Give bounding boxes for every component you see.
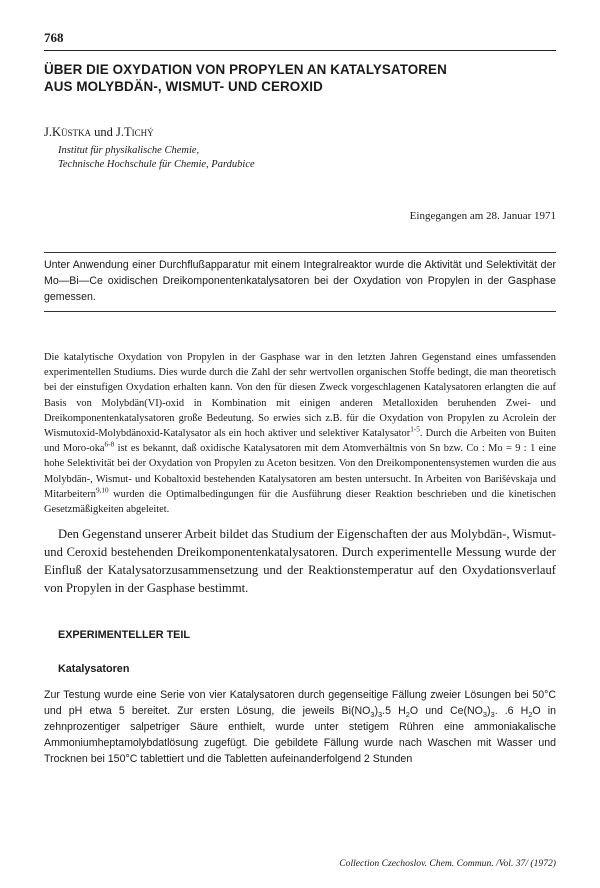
- ref-1-5: 1-5: [410, 425, 420, 434]
- journal-footer: Collection Czechoslov. Chem. Commun. /Vol. 37/ (1972): [339, 858, 556, 869]
- catalysts-text-6: . .6 H: [494, 705, 529, 718]
- catalysts-text-1: Zur Testung wurde eine Serie von vier Katalysatoren durch gegenseitige Fällung zweier Lösungen bei 50°C und pH etwa 5 bereitet. Zur ersten Lösung, die jeweils Bi(NO: [44, 689, 556, 718]
- subscript: 3: [482, 710, 488, 720]
- intro-text-2: . Durch die Arbeiten von Buiten und Moro-oka: [44, 428, 556, 455]
- catalysts-paragraph: [44, 687, 556, 767]
- subscript: 2: [405, 710, 410, 720]
- subsection-heading: Katalysatoren: [58, 663, 130, 676]
- aim-paragraph: Den Gegenstand unserer Arbeit bildet das Studium der Eigenschaften der aus Molybdän-, Wismut- und Ceroxid bestehenden Dreikomponentenkatalysatoren. Durch experimentelle Messung wurde der Einfluß der Katalysatorzusammensetzung und der Reaktionstemperatur auf den Oxydationsverlauf von Propylen in der Gasphase bestimmt.: [44, 527, 556, 596]
- author-2-name: Tichý: [124, 125, 154, 139]
- authors-and: und: [91, 125, 117, 139]
- subscript: 2: [528, 710, 533, 720]
- subscript: 3: [378, 710, 383, 720]
- header-rule: [44, 50, 556, 51]
- intro-text-3: ist es bekannt, daß oxidische Katalysatoren mit dem Atomverhältnis von Sn bzw. Co : Mo = 9 : 1 eine hohe Selektivität bei der Oxydation von Propylen zu Aceton besitzen. Von den Dreikomponentensystemen wurden die aus Molybdän-, Wismut- und Kobaltoxid bestehenden Katalysatoren am besten untersucht. In Arbeiten von Barišėvskaja und Mitarbeitern: [44, 443, 556, 500]
- intro-paragraph: [44, 350, 556, 517]
- author-1-initial: J.: [44, 125, 52, 139]
- catalysts-text-4: O und Ce(NO: [409, 705, 483, 718]
- article-page: [44, 30, 556, 767]
- affiliation-line-1: Institut für physikalische Chemie,: [58, 145, 200, 156]
- page-number: 768: [44, 30, 64, 45]
- title-line-2: AUS MOLYBDÄN-, WISMUT- UND CEROXID: [44, 79, 323, 94]
- article-title: [44, 61, 556, 95]
- catalysts-text-5: ): [487, 705, 491, 718]
- author-2-initial: J.: [116, 125, 125, 139]
- authors: [44, 125, 556, 140]
- affiliation-line-2: Technische Hochschule für Chemie, Pardubice: [58, 159, 255, 170]
- catalysts-text-3: .5 H: [382, 705, 406, 718]
- author-1-name: Küstka: [52, 125, 92, 139]
- abstract-bottom-rule: [44, 311, 556, 312]
- subscript: 3: [490, 710, 495, 720]
- ref-6-8: 6-8: [104, 440, 115, 449]
- abstract-top-rule: [44, 252, 556, 253]
- abstract: Unter Anwendung einer Durchflußapparatur mit einem Integralreaktor wurde die Aktivität und Selektivität der Mo—Bi—Ce oxidischen Dreikomponentenkatalysatoren bei der Oxydation von Propylen in der Gasphase gemessen.: [44, 259, 556, 303]
- intro-text-1: Die katalytische Oxydation von Propylen in der Gasphase war in den letzten Jahren Gegenstand eines umfassenden experimentellen Studiums. Dies wurde durch die Zahl der sehr wertvollen organischen Stoffe bedingt, die man theoretisch bei der einstufigen Oxydation erhalten kann. Von den für diesen Zweck vorgeschlagenen Katalysatoren erlangten die auf Basis von Molybdän(VI)-oxid in Kombination mit einigen anderen Metalloxiden beruhenden Zwei- und Dreikomponentenkatalysatoren große Bedeutung. So erwies sich z.B. für die Oxydation von Propylen zu Acrolein der Wismutoxid-Molybdänoxid-Katalysator als ein hoch aktiver und selektiver Katalysator: [44, 352, 556, 440]
- subscript: 3: [370, 710, 375, 720]
- title-line-1: ÜBER DIE OXYDATION VON PROPYLEN AN KATALYSATOREN: [44, 62, 447, 77]
- catalysts-text-2: ): [374, 705, 379, 718]
- ref-9-10: 9,10: [95, 486, 109, 495]
- intro-text-4: wurden die Optimalbedingungen für die Ausführung dieser Reaktion beschrieben und die kinetischen Gesetzmäßigkeiten abgeleitet.: [44, 488, 556, 516]
- affiliation: [58, 144, 556, 172]
- section-heading: EXPERIMENTELLER TEIL: [58, 629, 190, 642]
- received-date: Eingegangen am 28. Januar 1971: [409, 210, 556, 222]
- catalysts-text-7: O in zehnprozentiger salpetriger Säure enthielt, wurde unter stetigem Rühren eine ammoniakalische Ammoniumheptamolybdatlösung zugefügt. Die gebildete Fällung wurde nach Waschen mit Wasser und Trocknen bei 150°C tablettiert und die Tabletten aufeinanderfolgend 2 Stunden: [44, 705, 556, 766]
